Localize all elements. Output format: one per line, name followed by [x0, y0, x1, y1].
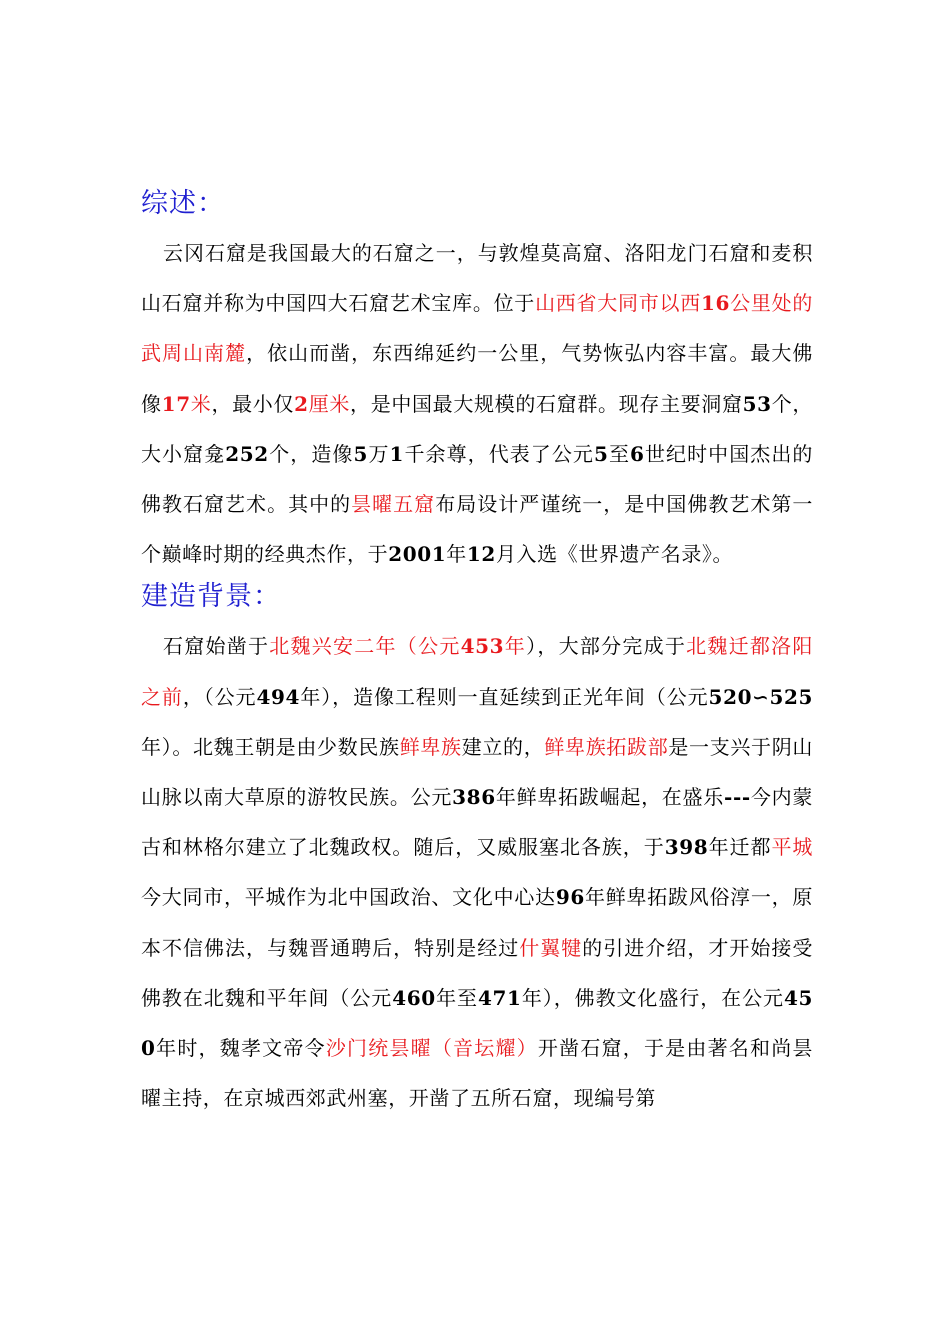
- text-run: 386: [452, 785, 496, 810]
- text-run: 北魏迁都洛阳之前: [141, 634, 813, 709]
- text-run: 今大同市，平城作为北中国政治、文化中心达: [141, 885, 556, 910]
- text-run: 是一支兴于阴山山脉以南大草原的游牧民族。公元: [141, 734, 813, 810]
- text-run: 今内蒙古和林格尔建立了北魏政权。随后，又威服塞北各族，于: [141, 785, 813, 860]
- text-run: 米: [190, 391, 212, 416]
- text-run: 千余尊，代表了公元: [404, 441, 594, 466]
- text-run: 个，造像: [268, 441, 354, 466]
- text-run: 年至: [435, 985, 478, 1010]
- section-heading-background: 建造背景：: [141, 581, 281, 613]
- text-run: 什翼犍: [519, 935, 583, 960]
- text-run: 5: [593, 441, 609, 466]
- text-run: 年），佛教文化盛行，在公元: [521, 985, 784, 1010]
- text-run: 年鲜卑拓跋崛起，在盛乐: [495, 785, 725, 810]
- text-run: 建立的，: [461, 734, 545, 759]
- text-run: 年鲜卑拓跋风俗淳一，原本不信佛法，与魏晋通聘后，特别是经过: [141, 885, 814, 960]
- text-run: 6: [630, 441, 645, 466]
- text-run: 鲜卑族: [399, 734, 462, 759]
- text-run: 12: [466, 542, 496, 567]
- text-run: 252: [225, 441, 269, 466]
- text-run: 460: [392, 985, 436, 1010]
- text-run: 450: [141, 985, 814, 1061]
- text-run: 月入选《世界遗产名录》。: [495, 542, 734, 567]
- overview-paragraph: [141, 228, 813, 579]
- background-paragraph: [141, 621, 813, 1123]
- text-run: 平城: [771, 835, 814, 860]
- text-run: 个，大小窟龛: [141, 391, 813, 466]
- text-run: 沙门统昙曜（音坛耀）: [325, 1036, 538, 1061]
- text-run: 年）。北魏王朝是由少数民族: [141, 734, 400, 759]
- text-run: 至: [608, 441, 631, 466]
- text-run: 398: [664, 835, 709, 860]
- text-run: ---: [724, 785, 751, 810]
- text-run: 16: [700, 291, 731, 316]
- text-run: 2001: [388, 542, 447, 567]
- text-run: 453: [460, 634, 505, 659]
- text-run: 471: [477, 985, 522, 1010]
- text-run: 年），造像工程则一直延续到正光年间（公元: [300, 684, 709, 709]
- text-run: 520∽525: [708, 684, 814, 709]
- text-run: ，是中国最大规模的石窟群。现存主要洞窟: [350, 391, 743, 416]
- text-run: 万: [367, 441, 390, 466]
- document-body: [141, 184, 813, 1123]
- text-run: 布局设计严谨统一，是中国佛教艺术第一个巅峰时期的经典杰作，于: [141, 492, 813, 567]
- text-run: 鲜卑族拓跋部: [544, 734, 669, 759]
- text-run: 年: [446, 542, 467, 567]
- text-run: 53: [742, 391, 772, 416]
- text-run: ，依山而凿，东西绵延约一公里，气势恢弘内容丰富。最大佛像: [141, 341, 814, 416]
- text-run: 石窟始凿于: [163, 634, 270, 659]
- text-run: 世纪时中国杰出的佛教石窟艺术。其中的: [141, 441, 813, 517]
- text-run: ，（公元: [182, 684, 257, 709]
- text-run: 云冈石窟是我国最大的石窟之一，与敦煌莫高窟、洛阳龙门石窟和麦积山石窟并称为中国四大石窟艺术宝库。位于: [141, 241, 813, 316]
- text-run: 年迁都: [708, 835, 772, 860]
- text-run: 北魏兴安二年（公元: [269, 634, 461, 659]
- text-run: 公里处的武周山南麓: [141, 291, 813, 366]
- text-run: 年时，魏孝文帝令: [155, 1036, 326, 1061]
- text-run: 5: [353, 441, 368, 466]
- text-run: 17: [161, 391, 191, 416]
- text-run: 开凿石窟，于是由著名和尚昙曜主持，在京城西郊武州塞，开凿了五所石窟，现编号第: [141, 1036, 814, 1111]
- text-run: 1: [389, 441, 405, 466]
- text-run: ，最小仅: [211, 391, 295, 416]
- text-run: 的引进介绍，才开始接受佛教在北魏和平年间（公元: [141, 935, 813, 1010]
- text-run: 494: [256, 684, 301, 709]
- text-run: 厘米: [308, 391, 351, 416]
- text-run: 96: [555, 885, 585, 910]
- text-run: 年: [504, 634, 527, 659]
- text-run: 2: [294, 391, 309, 416]
- section-heading-overview: 综述：: [141, 188, 225, 219]
- text-run: 昙曜五窟: [351, 492, 436, 517]
- text-run: ），大部分完成于: [526, 634, 687, 659]
- text-run: 山西省大同市以西: [535, 291, 701, 316]
